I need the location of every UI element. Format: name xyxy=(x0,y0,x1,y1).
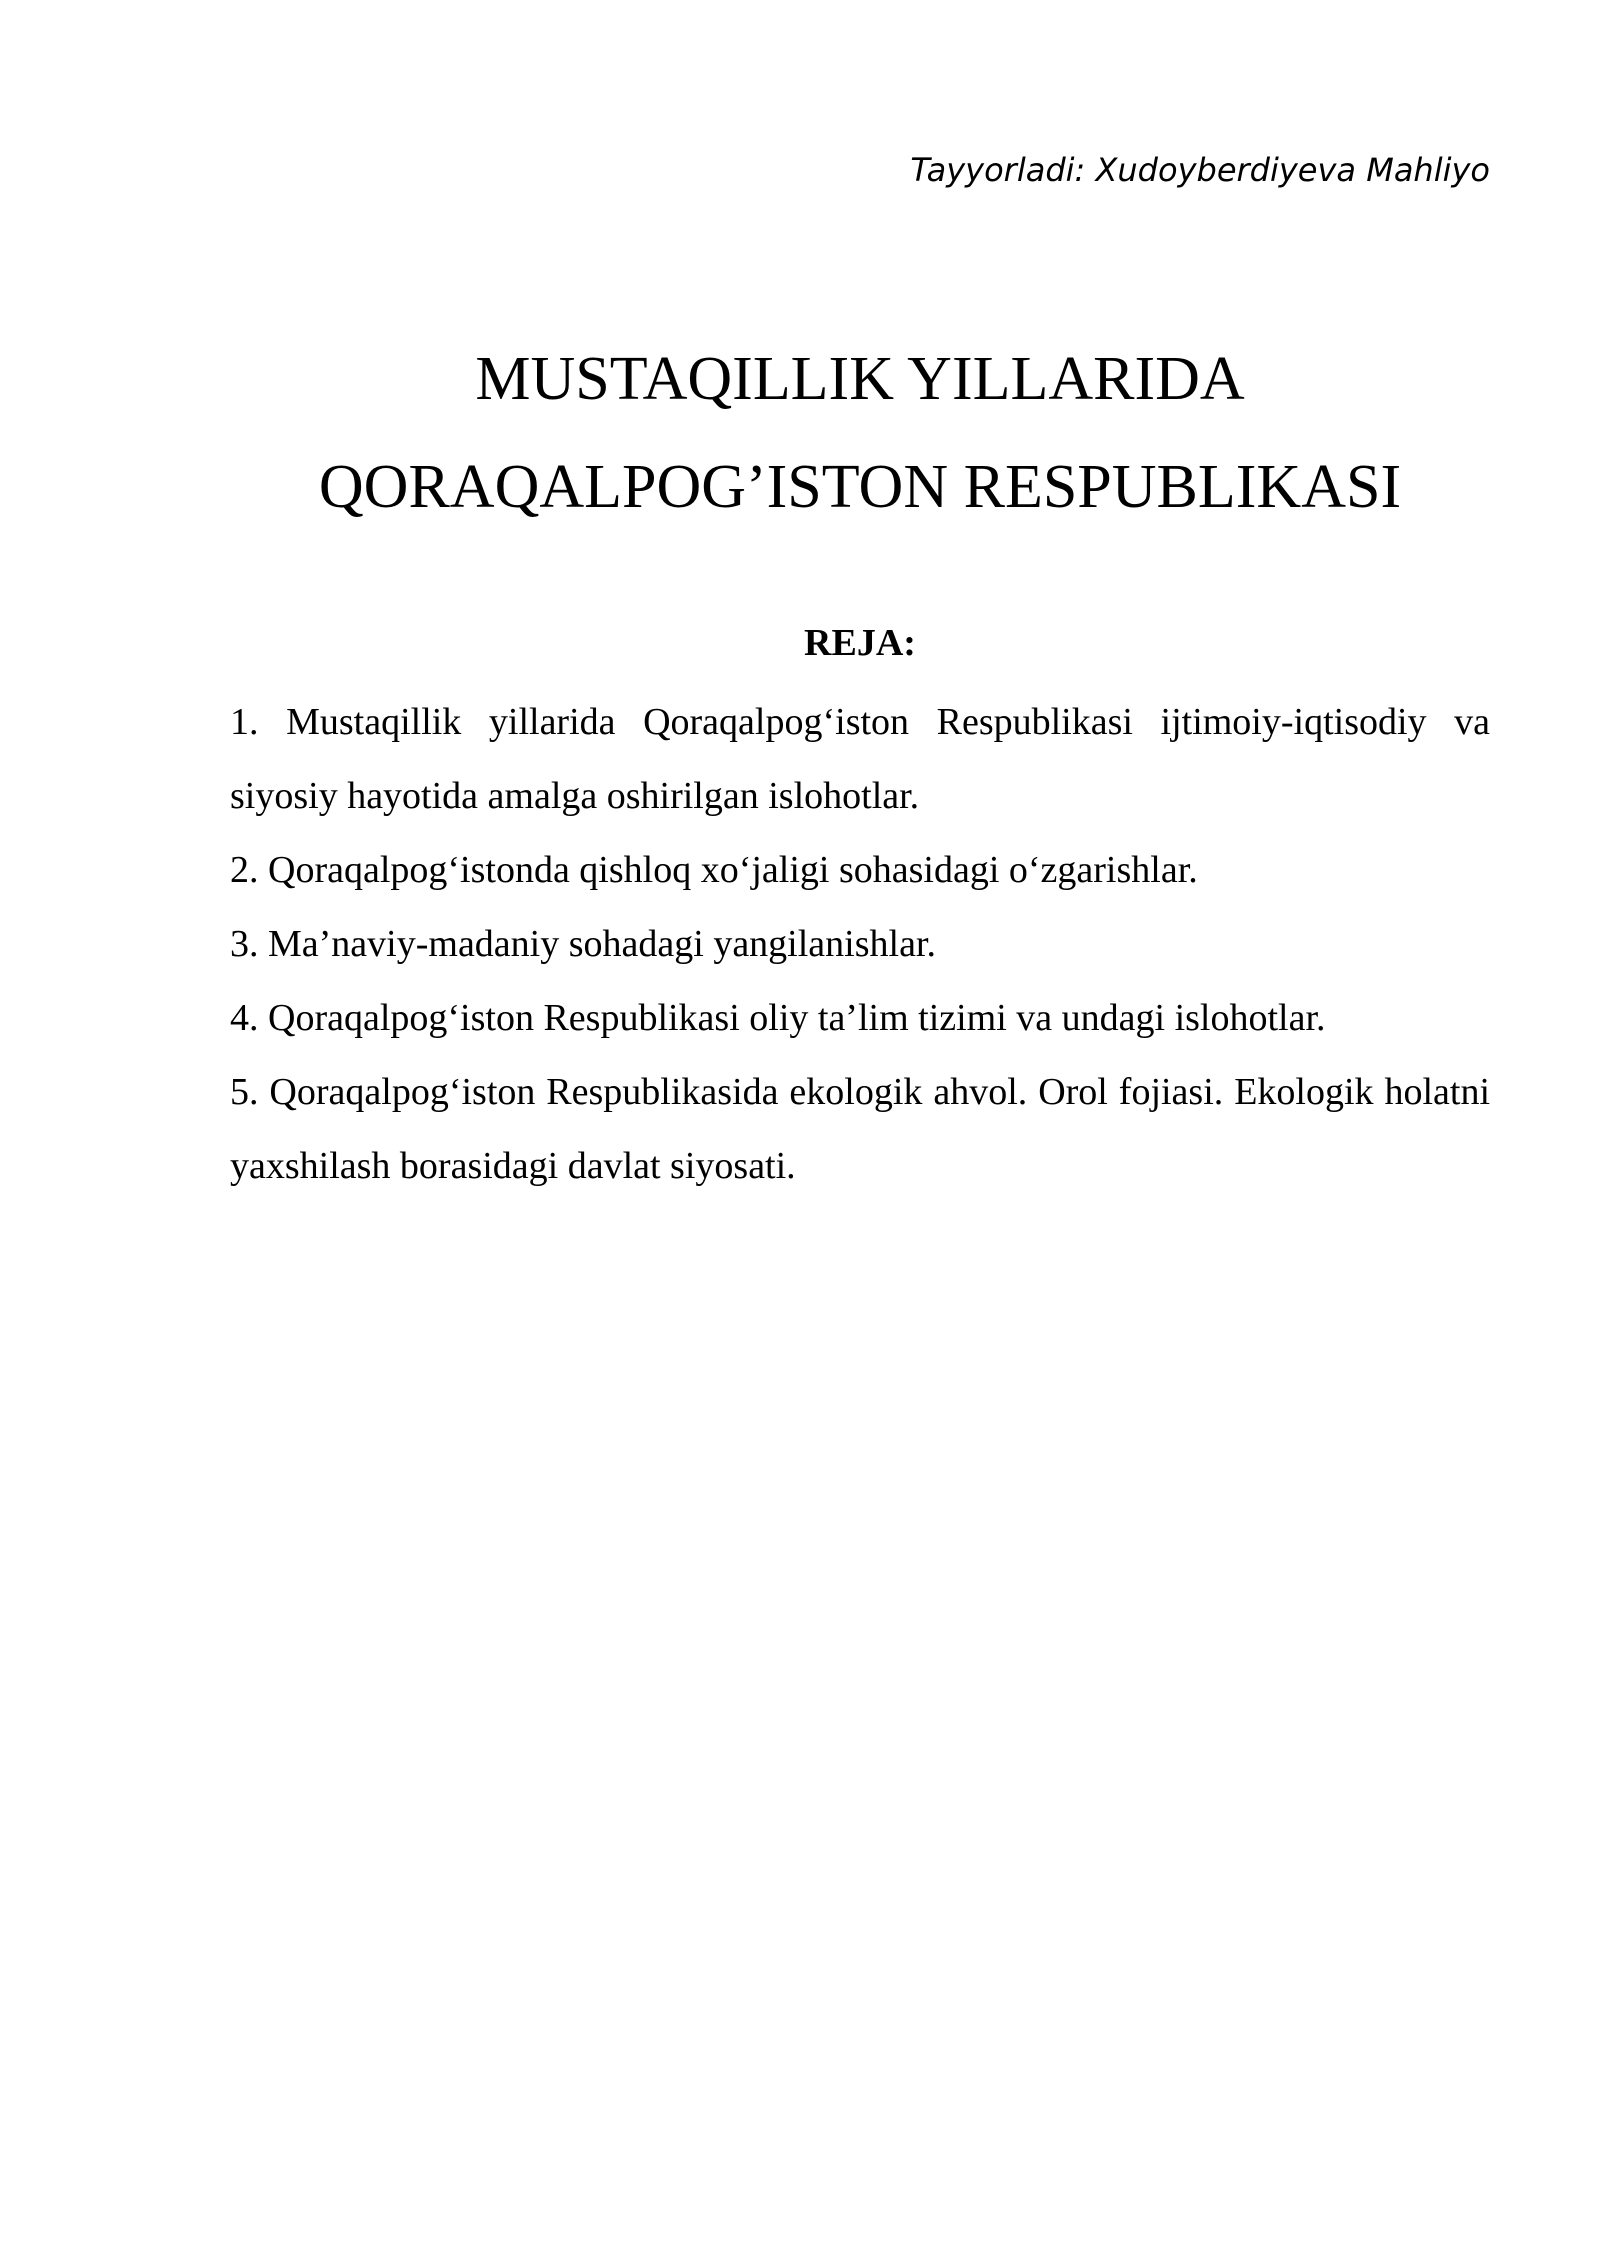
title-line-1: MUSTAQILLIK YILLARIDA xyxy=(475,345,1245,413)
plan-item-5: 5. Qoraqalpog‘iston Respublikasida ekologik ahvol. Orol fojiasi. Ekologik holatni yaxshilash borasidagi davlat siyosati. xyxy=(230,1071,1490,1187)
document-title xyxy=(230,325,1490,541)
plan-item-3: 3. Ma’naviy-madaniy sohadagi yangilanishlar. xyxy=(230,923,936,965)
plan-item-2: 2. Qoraqalpog‘istonda qishloq xo‘jaligi sohasidagi o‘zgarishlar. xyxy=(230,849,1198,891)
plan-heading: REJA: xyxy=(804,622,916,664)
title-line-2: QORAQALPOG’ISTON RESPUBLIKASI xyxy=(318,453,1402,521)
plan-item-1: 1. Mustaqillik yillarida Qoraqalpog‘iston Respublikasi ijtimoiy-iqtisodiy va siyosiy hayotida amalga oshirilgan islohotlar. xyxy=(230,701,1490,817)
plan-item-4: 4. Qoraqalpog‘iston Respublikasi oliy ta’lim tizimi va undagi islohotlar. xyxy=(230,997,1326,1039)
plan-list xyxy=(230,685,1490,1203)
author-line: Tayyorladi: Xudoyberdiyeva Mahliyo xyxy=(910,151,1490,189)
